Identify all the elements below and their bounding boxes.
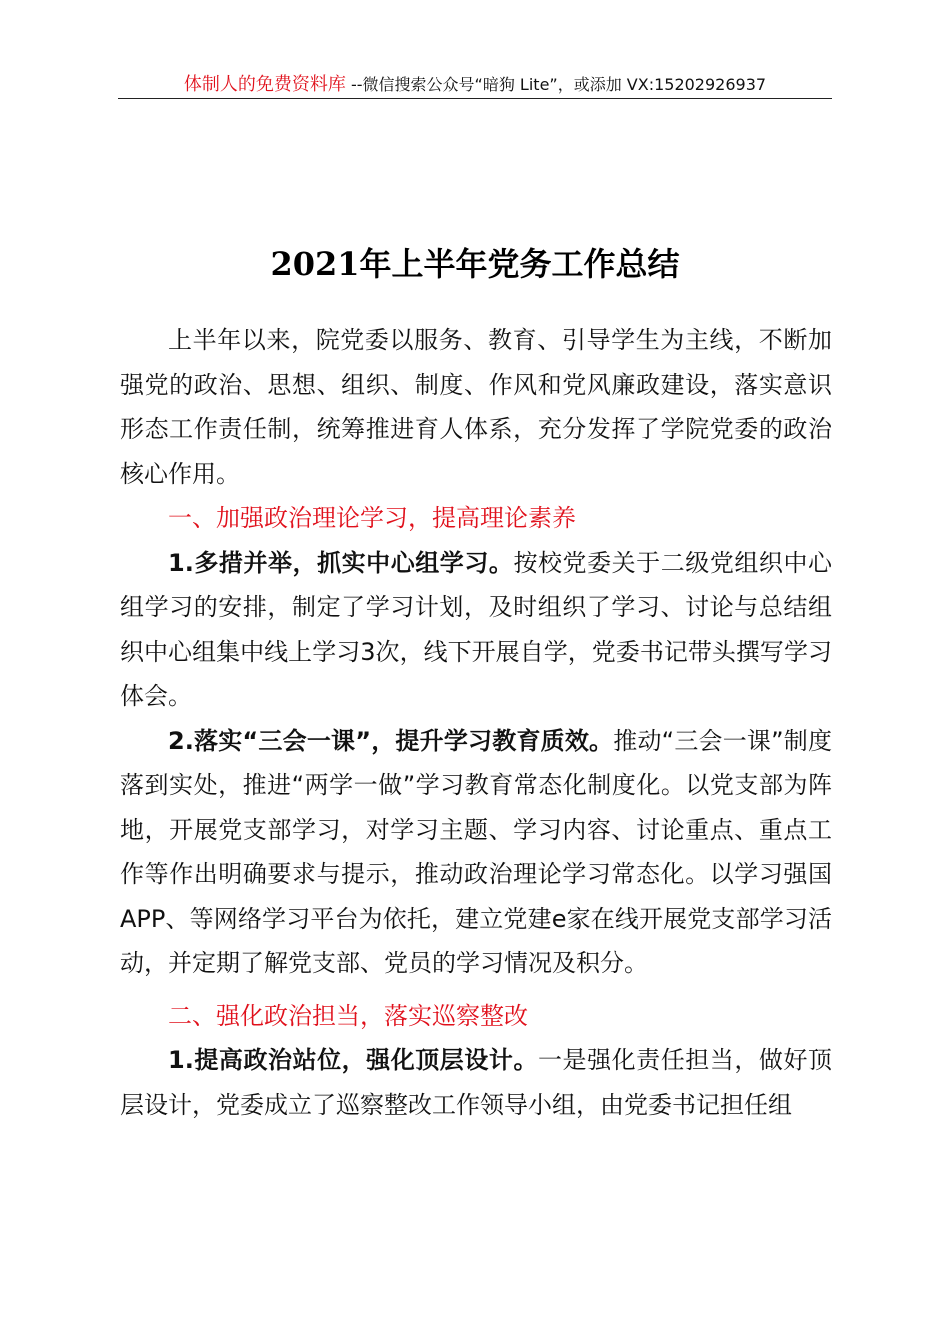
paragraph-text: 按校党委关于二级党组织中心组学习的安排，制定了学习计划，及时组织了学习、讨论与总结组织中心组集中线上学习3次，线下开展自学，党委书记带头撰写学习体会。	[120, 548, 832, 710]
header-brand: 体制人的免费资料库	[183, 74, 346, 95]
paragraph-1-1	[120, 541, 832, 719]
paragraph-lead: 2.落实“三会一课”，提升学习教育质效。	[168, 726, 614, 755]
header-contact: --微信搜索公众号“暗狗 Lite”，或添加 VX:15202926937	[345, 75, 767, 94]
page-header	[118, 72, 832, 99]
section-heading-2: 二、强化政治担当，落实巡察整改	[168, 1001, 528, 1030]
paragraph-2-1	[120, 1038, 832, 1127]
document-title: 2021年上半年党务工作总结	[270, 245, 680, 283]
paragraph-text: 推动“三会一课”制度落到实处，推进“两学一做”学习教育常态化制度化。以党支部为阵地，开展党支部学习，对学习主题、学习内容、讨论重点、重点工作等作出明确要求与提示，推动政治理论学习常态化。以学习强国APP、等网络学习平台为依托，建立党建e家在线开展党支部学习活动，并定期了解党支部、党员的学习情况及积分。	[120, 726, 832, 977]
document-body	[120, 318, 832, 1127]
intro-paragraph: 上半年以来，院党委以服务、教育、引导学生为主线，不断加强党的政治、思想、组织、制度、作风和党风廉政建设，落实意识形态工作责任制，统筹推进育人体系，充分发挥了学院党委的政治核心作用。	[120, 326, 832, 488]
paragraph-1-2	[120, 719, 832, 986]
paragraph-lead: 1.多措并举，抓实中心组学习。	[168, 548, 514, 577]
section-heading-1: 一、加强政治理论学习，提高理论素养	[168, 504, 576, 532]
paragraph-text: 一是强化责任担当，做好顶层设计，党委成立了巡察整改工作领导小组，由党委书记担任组	[120, 1046, 832, 1119]
paragraph-lead: 1.提高政治站位，强化顶层设计。	[168, 1046, 538, 1074]
